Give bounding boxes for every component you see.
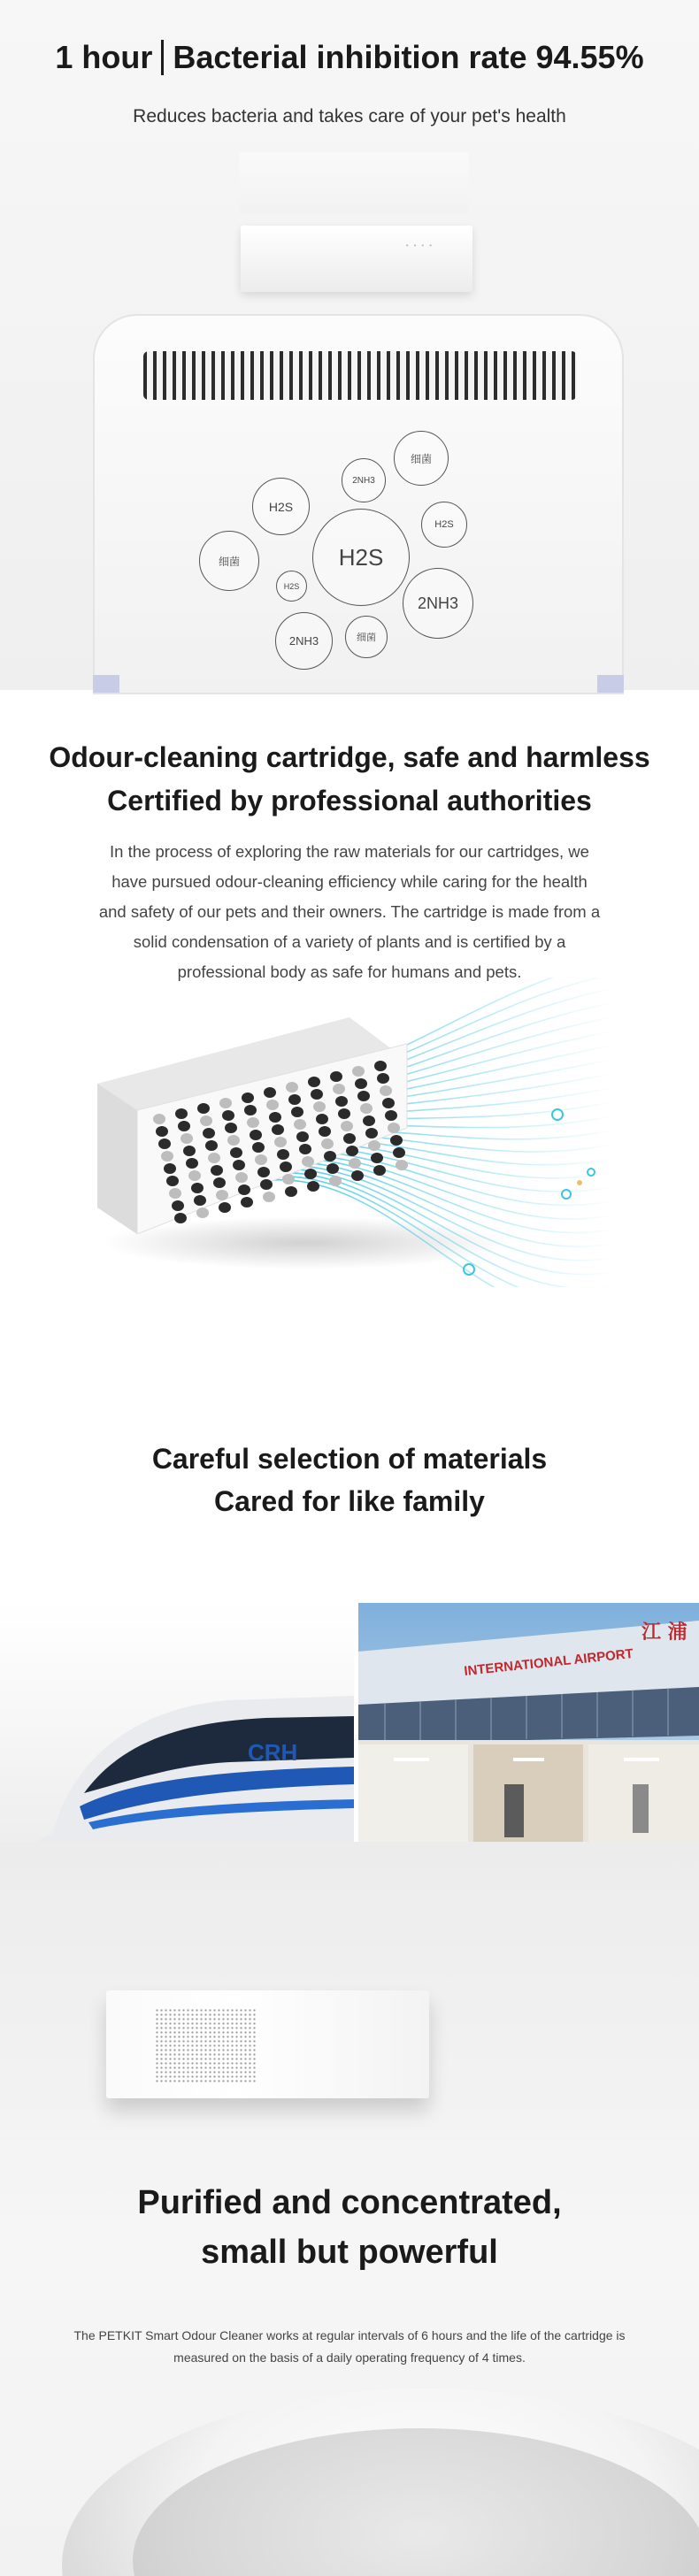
cartridge-hole: [307, 1181, 319, 1192]
cartridge-hole: [393, 1147, 405, 1158]
cartridge-hole: [296, 1131, 309, 1142]
cartridge-hole: [227, 1135, 240, 1146]
cartridge-hole: [188, 1170, 201, 1181]
molecule-bubble: 2NH3: [403, 568, 473, 639]
cartridge-hole: [349, 1158, 361, 1169]
cartridge-hole: [183, 1146, 196, 1156]
cartridge-hole: [181, 1133, 193, 1144]
cartridge-hole: [374, 1061, 387, 1071]
cartridge-hole: [164, 1163, 176, 1174]
cartridge-hole: [156, 1126, 168, 1137]
cartridge-hole: [200, 1116, 212, 1126]
cartridge-hole: [299, 1144, 311, 1154]
train-photo: [0, 1603, 354, 1842]
cartridge-hole: [175, 1108, 188, 1119]
hero-headline-left: 1 hour: [55, 39, 153, 75]
cartridge-hole: [316, 1114, 328, 1124]
cartridge-hole: [346, 1146, 358, 1156]
cartridge-hole: [371, 1153, 383, 1163]
cartridge-hole: [390, 1135, 403, 1146]
airport-graphic: [358, 1603, 699, 1842]
cartridge-hole: [288, 1094, 301, 1105]
hero-subtitle: Reduces bacteria and takes care of your pet's health: [133, 106, 566, 126]
train-graphic: [0, 1603, 354, 1842]
device-indicator-dots: ••••: [405, 242, 437, 249]
cartridge-hole: [169, 1188, 181, 1199]
cartridge-hole: [373, 1165, 386, 1176]
cartridge-hole: [203, 1128, 215, 1138]
litter-box-vents: [143, 351, 577, 400]
cartridge-hole: [208, 1153, 220, 1163]
cartridge-hole: [319, 1126, 331, 1137]
cartridge-hole: [360, 1103, 373, 1114]
molecule-bubble: 细菌: [394, 431, 449, 486]
cartridge-hole: [335, 1096, 348, 1107]
purified-title-line1: Purified and concentrated,: [137, 2184, 562, 2221]
cartridge-hole: [172, 1200, 184, 1211]
cartridge-graphic: [84, 978, 615, 1287]
materials-title-line2: Cared for like family: [214, 1485, 485, 1517]
cartridge-hole: [260, 1179, 273, 1190]
cartridge-hole: [250, 1130, 262, 1140]
cartridge-hole: [363, 1116, 375, 1126]
cartridge-hole: [166, 1176, 179, 1186]
odour-cleaner-product: [106, 1990, 429, 2098]
cartridge-hole: [368, 1140, 380, 1151]
purified-description: The PETKIT Smart Odour Cleaner works at regular intervals of 6 hours and the life of the cartridge is measured on the basis of a daily operating frequency of 4 times.: [73, 2328, 626, 2365]
cartridge-hole: [282, 1174, 295, 1184]
cartridge-hole: [178, 1121, 190, 1131]
cartridge-hole: [196, 1208, 209, 1218]
cartridge-hole: [396, 1160, 408, 1170]
cartridge-hole: [244, 1105, 257, 1116]
purified-title-line2: small but powerful: [201, 2234, 498, 2271]
cartridge-hole: [341, 1121, 353, 1131]
litter-box-foot-left: [93, 675, 119, 693]
cartridge-hole: [191, 1183, 204, 1193]
airport-photo: [358, 1603, 699, 1842]
cartridge-hole: [326, 1163, 339, 1174]
cartridge-hole: [377, 1073, 389, 1084]
headline-divider: [161, 40, 164, 75]
cartridge-hole: [274, 1137, 287, 1147]
molecule-bubble: 细菌: [345, 616, 388, 658]
cartridge-description: In the process of exploring the raw materials for our cartridges, we have pursued odour-cleaning efficiency while caring for the health and safety of our pets and their owners. The cartridge is made from a solid condensation of a variety of plants and is certified by a professional body as safe for humans and pets.: [98, 842, 601, 981]
cartridge-hole: [388, 1123, 400, 1133]
cartridge-hole: [355, 1078, 367, 1089]
cartridge-hole: [235, 1172, 248, 1183]
cartridge-hole: [329, 1176, 342, 1186]
cartridge-hole: [357, 1091, 370, 1101]
cartridge-hole: [247, 1117, 259, 1128]
cartridge-hole: [333, 1084, 345, 1094]
cartridge-hole: [158, 1138, 171, 1149]
cartridge-hole: [241, 1197, 253, 1208]
cartridge-hole: [186, 1158, 198, 1169]
cartridge-hole: [225, 1123, 237, 1133]
cartridge-hole: [280, 1162, 292, 1172]
hero-headline: [0, 39, 699, 76]
cartridge-hole: [338, 1108, 350, 1119]
train-logo: CRH: [248, 1739, 298, 1766]
cartridge-hole: [382, 1098, 395, 1108]
cartridge-hole: [219, 1202, 231, 1213]
cartridge-hole: [324, 1151, 336, 1162]
hero-section: [0, 0, 699, 690]
cartridge-hole: [222, 1110, 234, 1121]
cartridge-hole: [272, 1124, 284, 1135]
cartridge-hole: [230, 1147, 242, 1158]
cartridge-hole: [211, 1165, 223, 1176]
cartridge-hole: [197, 1103, 210, 1114]
cartridge-hole: [304, 1169, 317, 1179]
molecule-bubble: H2S: [312, 509, 410, 606]
cartridge-hole: [216, 1190, 228, 1200]
odour-cleaner-device: [241, 226, 472, 292]
litter-box-foot-right: [597, 675, 624, 693]
cleaner-speaker-grill: [155, 2008, 257, 2082]
molecule-bubble: H2S: [252, 478, 310, 535]
molecule-bubble: 细菌: [199, 531, 259, 591]
cartridge-hole: [233, 1160, 245, 1170]
airport-sign: INTERNATIONAL AIRPORT: [463, 1645, 634, 1679]
cartridge-hole: [174, 1213, 187, 1223]
cartridge-hole: [153, 1114, 165, 1124]
cartridge-hole: [302, 1156, 314, 1167]
purified-title: [0, 2178, 699, 2277]
molecule-bubble: 2NH3: [342, 458, 386, 502]
cartridge-hole: [285, 1186, 297, 1197]
cartridge-hole: [380, 1085, 392, 1096]
cartridge-hole: [365, 1128, 378, 1138]
cartridge-hole: [269, 1112, 281, 1123]
cartridge-hole: [252, 1142, 265, 1153]
molecule-bubble: H2S: [276, 571, 307, 602]
cartridge-hole: [277, 1149, 289, 1160]
hero-headline-right: Bacterial inhibition rate 94.55%: [173, 39, 644, 75]
airport-sign-cn: 江 浦: [641, 1622, 687, 1644]
cartridge-hole: [343, 1133, 356, 1144]
cartridge-hole: [313, 1101, 326, 1112]
cartridge-hole: [321, 1138, 334, 1149]
cartridge-hole: [238, 1184, 250, 1195]
cartridge-title-line1: Odour-cleaning cartridge, safe and harmless: [49, 741, 650, 773]
cartridge-hole: [291, 1107, 303, 1117]
cartridge-hole: [351, 1170, 364, 1181]
cartridge-hole: [255, 1154, 267, 1165]
cartridge-hole: [294, 1119, 306, 1130]
cartridge-hole: [286, 1082, 298, 1092]
cartridge-title: [0, 736, 699, 823]
cartridge-hole: [194, 1195, 206, 1206]
cartridge-hole: [266, 1100, 279, 1110]
cartridge-hole: [311, 1089, 323, 1100]
cartridge-hole: [257, 1167, 270, 1177]
cartridge-hole: [308, 1077, 320, 1087]
molecule-bubble: 2NH3: [275, 612, 333, 670]
cartridge-title-line2: Certified by professional authorities: [107, 785, 592, 816]
cartridge-hole: [352, 1066, 365, 1077]
cartridge-hole: [161, 1151, 173, 1162]
cartridge-illustration: [84, 978, 615, 1287]
cartridge-hole: [213, 1177, 226, 1188]
cartridge-hole: [242, 1092, 254, 1103]
molecule-bubble: H2S: [421, 502, 467, 548]
cartridge-hole: [330, 1071, 342, 1082]
cartridge-hole: [205, 1140, 218, 1151]
cartridge-hole: [263, 1192, 275, 1202]
cartridge-hole: [385, 1110, 397, 1121]
device-reflection: [239, 152, 469, 214]
materials-title-line1: Careful selection of materials: [151, 1443, 548, 1475]
materials-title: [0, 1438, 699, 1522]
cartridge-hole: [219, 1098, 232, 1108]
cartridge-hole: [264, 1087, 276, 1098]
